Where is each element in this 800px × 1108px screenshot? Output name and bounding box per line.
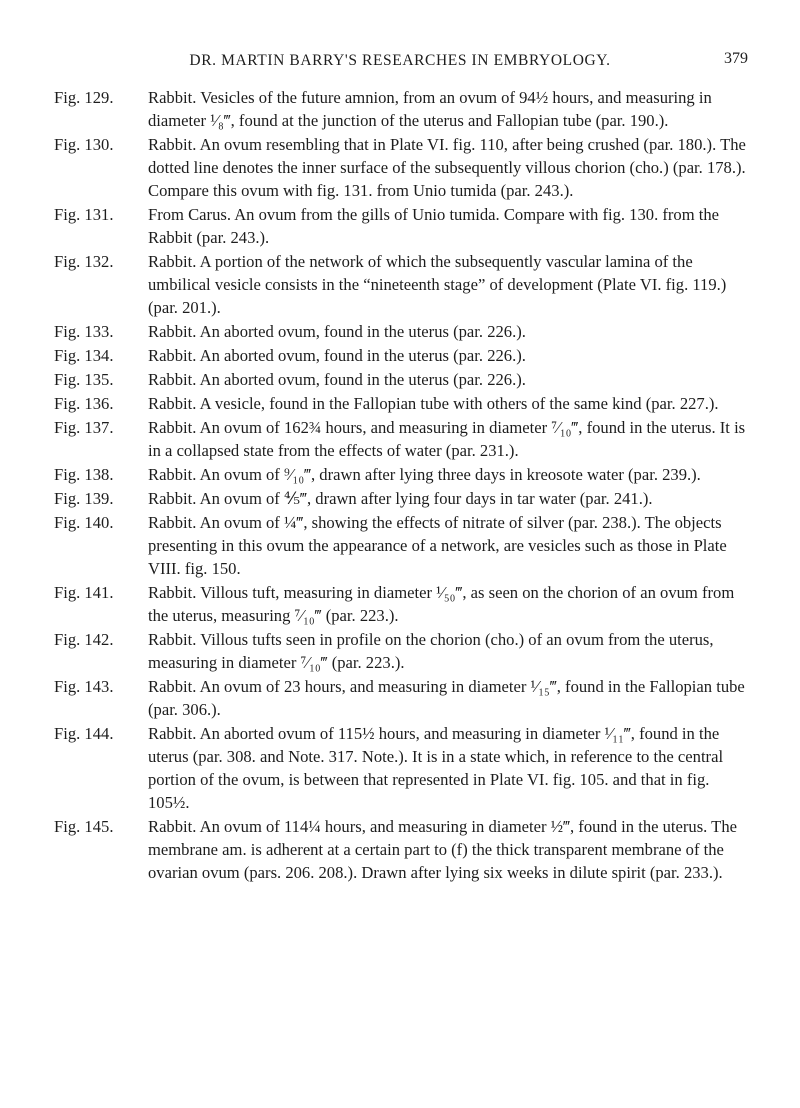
figure-label: Fig. 145. [54, 817, 114, 836]
figure-label: Fig. 129. [54, 88, 114, 107]
figure-description: Rabbit. An ovum of 23 hours, and measuring in diameter ¹⁄₁₅‴, found in the Fallopian tube (par. 306.). [148, 677, 745, 719]
figure-entry-142 [54, 628, 754, 674]
figure-description: Rabbit. An aborted ovum, found in the uterus (par. 226.). [148, 370, 526, 389]
figure-entry-129 [54, 86, 754, 132]
figure-description: Rabbit. An ovum of ⅘‴, drawn after lying four days in tar water (par. 241.). [148, 489, 653, 508]
figure-description: Rabbit. Vesicles of the future amnion, from an ovum of 94½ hours, and measuring in diameter ¹⁄₈‴, found at the junction of the uterus and Fallopian tube (par. 190.). [148, 88, 712, 130]
figure-entry-141 [54, 581, 754, 627]
figure-entry-133 [54, 320, 754, 343]
figure-description: Rabbit. An ovum of 162¾ hours, and measuring in diameter ⁷⁄₁₀‴, found in the uterus. It is in a collapsed state from the effects of water (par. 231.). [148, 418, 746, 460]
figure-label: Fig. 143. [54, 677, 114, 696]
figure-label: Fig. 135. [54, 370, 114, 389]
figure-description: Rabbit. Villous tuft, measuring in diameter ¹⁄₅₀‴, as seen on the chorion of an ovum from the uterus, measuring ⁷⁄₁₀‴ (par. 223.). [148, 583, 735, 625]
figure-entry-132 [54, 250, 754, 319]
figure-list [54, 86, 754, 885]
figure-label: Fig. 141. [54, 583, 114, 602]
figure-entry-139 [54, 487, 754, 510]
figure-label: Fig. 133. [54, 322, 114, 341]
figure-entry-140 [54, 511, 754, 580]
figure-entry-144 [54, 722, 754, 814]
figure-entry-143 [54, 675, 754, 721]
figure-entry-135 [54, 368, 754, 391]
figure-description: Rabbit. An ovum resembling that in Plate VI. fig. 110, after being crushed (par. 180.). The dotted line denotes the inner surface of the subsequently villous chorion (cho.) (par. 178.). Compare this ovum with fig. 131. from Unio tumida (par. 243.). [148, 135, 746, 200]
figure-description: Rabbit. An aborted ovum of 115½ hours, and measuring in diameter ¹⁄₁₁‴, found in the uterus (par. 308. and Note. 317. Note.). It is in a state which, in reference to the central portion of the ovum, is between that represented in Plate VI. fig. 105. and that in fig. 105½. [148, 724, 724, 812]
figure-label: Fig. 144. [54, 724, 114, 743]
figure-entry-136 [54, 392, 754, 415]
figure-label: Fig. 142. [54, 630, 114, 649]
figure-label: Fig. 139. [54, 489, 114, 508]
figure-entry-138 [54, 463, 754, 486]
figure-description: Rabbit. An ovum of ⁹⁄₁₀‴, drawn after lying three days in kreosote water (par. 239.). [148, 465, 701, 484]
running-head-title: DR. MARTIN BARRY'S RESEARCHES IN EMBRYOLOGY. [189, 52, 611, 69]
figure-description: Rabbit. A portion of the network of which the subsequently vascular lamina of the umbilical vesicle consists in the “nineteenth stage” of development (Plate VI. fig. 119.) (par. 201.). [148, 252, 727, 317]
figure-label: Fig. 137. [54, 418, 114, 437]
figure-label: Fig. 138. [54, 465, 114, 484]
figure-label: Fig. 136. [54, 394, 114, 413]
figure-entry-131 [54, 203, 754, 249]
figure-description: Rabbit. An aborted ovum, found in the uterus (par. 226.). [148, 346, 526, 365]
figure-entry-145 [54, 815, 754, 884]
figure-entry-137 [54, 416, 754, 462]
figure-label: Fig. 140. [54, 513, 114, 532]
figure-label: Fig. 134. [54, 346, 114, 365]
figure-description: Rabbit. An aborted ovum, found in the uterus (par. 226.). [148, 322, 526, 341]
figure-description: Rabbit. An ovum of 114¼ hours, and measuring in diameter ½‴, found in the uterus. The membrane am. is adherent at a certain part to (f) the thick transparent membrane of the ovarian ovum (pars. 206. 208.). Drawn after lying six weeks in dilute spirit (par. 233.). [148, 817, 737, 882]
figure-label: Fig. 130. [54, 135, 114, 154]
figure-description: Rabbit. An ovum of ¼‴, showing the effects of nitrate of silver (par. 238.). The objects presenting in this ovum the appearance of a network, are vesicles such as those in Plate VIII. fig. 150. [148, 513, 727, 578]
running-header [0, 50, 800, 74]
figure-description: From Carus. An ovum from the gills of Unio tumida. Compare with fig. 130. from the Rabbit (par. 243.). [148, 205, 720, 247]
page-number: 379 [724, 50, 748, 67]
figure-label: Fig. 132. [54, 252, 114, 271]
figure-entry-134 [54, 344, 754, 367]
figure-entry-130 [54, 133, 754, 202]
figure-description: Rabbit. A vesicle, found in the Fallopian tube with others of the same kind (par. 227.). [148, 394, 719, 413]
figure-label: Fig. 131. [54, 205, 114, 224]
figure-description: Rabbit. Villous tufts seen in profile on the chorion (cho.) of an ovum from the uterus, measuring in diameter ⁷⁄₁₀‴ (par. 223.). [148, 630, 714, 672]
